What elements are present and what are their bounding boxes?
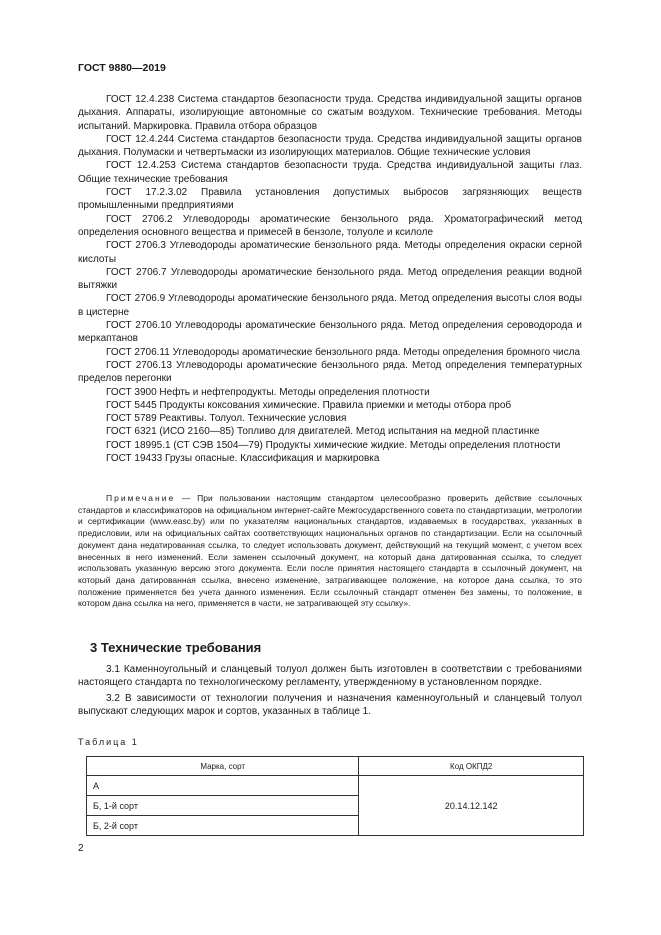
reference-item: ГОСТ 5445 Продукты коксования химические. Правила приемки и методы отбора проб bbox=[106, 399, 512, 411]
table-caption: Таблица 1 bbox=[78, 737, 139, 747]
reference-item: ГОСТ 18995.1 (СТ СЭВ 1504—79) Продукты химические жидкие. Методы определения плотности bbox=[106, 439, 561, 451]
reference-item: ГОСТ 12.4.244 Система стандартов безопасности труда. Средства индивидуальной защиты органов дыхания. Полумаски и четвертьмаски из изолирующих материалов. Общие технические условия bbox=[78, 133, 582, 159]
section-paragraph: 3.1 Каменноугольный и сланцевый толуол должен быть изготовлен в соответствии с требованиями настоящего стандарта по технологическому регламенту, утвержденному в установленном порядке. bbox=[78, 664, 582, 689]
reference-item: ГОСТ 2706.13 Углеводороды ароматические бензольного ряда. Метод определения температурных пределов перегонки bbox=[78, 359, 582, 385]
grade-cell: А bbox=[87, 776, 359, 796]
reference-item: ГОСТ 12.4.238 Система стандартов безопасности труда. Средства индивидуальной защиты органов дыхания. Аппараты, изолирующие автономные со сжатым воздухом. Технические требования. Методы испытаний. Маркировка. Правила отбора образцов bbox=[78, 94, 582, 132]
note-text: — При пользовании настоящим стандартом целесообразно проверить действие ссылочных стандартов и классификаторов на официальном интернет-сайте Межгосударственного совета по стандартизации, метрологии и сертификации (www.easc.by) или по указателям национальных стандартов, издаваемых в государствах, указанных в предисловии, или на официальных сайтах соответствующих национальных органов по стандартизации. Если на ссылочный документ дана недатированная ссылка, то следует использовать документ, действующий на текущий момент, с учетом всех внесенных в него изменений. Если заменен ссылочный документ, на который дана датированная ссылка, то следует использовать указанную версию этого документа. Если после принятия настоящего стандарта в ссылочный документ, на который дана датированная ссылка, внесено изменение, затрагивающее положение, на которое дана ссылка, то это положение применяется без учета данного изменения. Если ссылочный стандарт отменен без замены, то положение, в котором дана ссылка на него, применяется в части, не затрагивающей эту ссылку». bbox=[78, 493, 582, 609]
normative-references bbox=[78, 93, 582, 465]
grade-cell: Б, 1-й сорт bbox=[87, 796, 359, 816]
section-paragraph: 3.2 В зависимости от технологии получения и назначения каменноугольный и сланцевый толуол выпускают следующих марок и сортов, указанных в таблице 1. bbox=[78, 692, 582, 717]
page-number: 2 bbox=[78, 843, 84, 854]
code-cell: 20.14.12.142 bbox=[359, 776, 584, 836]
reference-item: ГОСТ 2706.2 Углеводороды ароматические бензольного ряда. Хроматографический метод определения основного вещества и примесей в бензоле, толуоле и ксилоле bbox=[78, 213, 582, 238]
reference-item: ГОСТ 2706.11 Углеводороды ароматические бензольного ряда. Методы определения бромного числа bbox=[106, 346, 581, 358]
grades-table bbox=[86, 756, 584, 836]
reference-item: ГОСТ 2706.7 Углеводороды ароматические бензольного ряда. Метод определения реакции водной вытяжки bbox=[78, 266, 582, 292]
reference-item: ГОСТ 2706.3 Углеводороды ароматические бензольного ряда. Методы определения окраски серной кислоты bbox=[78, 240, 582, 265]
column-header-grade: Марка, сорт bbox=[87, 757, 359, 776]
grade-cell: Б, 2-й сорт bbox=[87, 816, 359, 836]
note-paragraph bbox=[78, 493, 582, 610]
table-row bbox=[87, 776, 584, 796]
column-header-code: Код ОКПД2 bbox=[359, 757, 584, 776]
section-body bbox=[78, 663, 582, 720]
reference-item: ГОСТ 19433 Грузы опасные. Классификация и маркировка bbox=[106, 453, 380, 465]
table-header-row bbox=[87, 757, 584, 776]
note-label: Примечание bbox=[106, 493, 176, 503]
reference-item: ГОСТ 2706.9 Углеводороды ароматические бензольного ряда. Метод определения высоты слоя воды в цистерне bbox=[78, 293, 582, 318]
reference-item: ГОСТ 17.2.3.02 Правила установления допустимых выбросов загрязняющих веществ промышленными предприятиями bbox=[78, 187, 582, 212]
reference-item: ГОСТ 12.4.253 Система стандартов безопасности труда. Средства индивидуальной защиты глаз. Общие технические требования bbox=[78, 160, 582, 185]
reference-item: ГОСТ 2706.10 Углеводороды ароматические бензольного ряда. Метод определения сероводорода и меркаптанов bbox=[78, 320, 582, 345]
note-block bbox=[78, 493, 582, 610]
reference-item: ГОСТ 3900 Нефть и нефтепродукты. Методы определения плотности bbox=[106, 386, 430, 398]
section-title: 3 Технические требования bbox=[90, 640, 262, 655]
reference-item: ГОСТ 5789 Реактивы. Толуол. Технические условия bbox=[106, 413, 347, 425]
document-header: ГОСТ 9880—2019 bbox=[78, 62, 166, 74]
reference-item: ГОСТ 6321 (ИСО 2160—85) Топливо для двигателей. Метод испытания на медной пластинке bbox=[106, 426, 540, 438]
